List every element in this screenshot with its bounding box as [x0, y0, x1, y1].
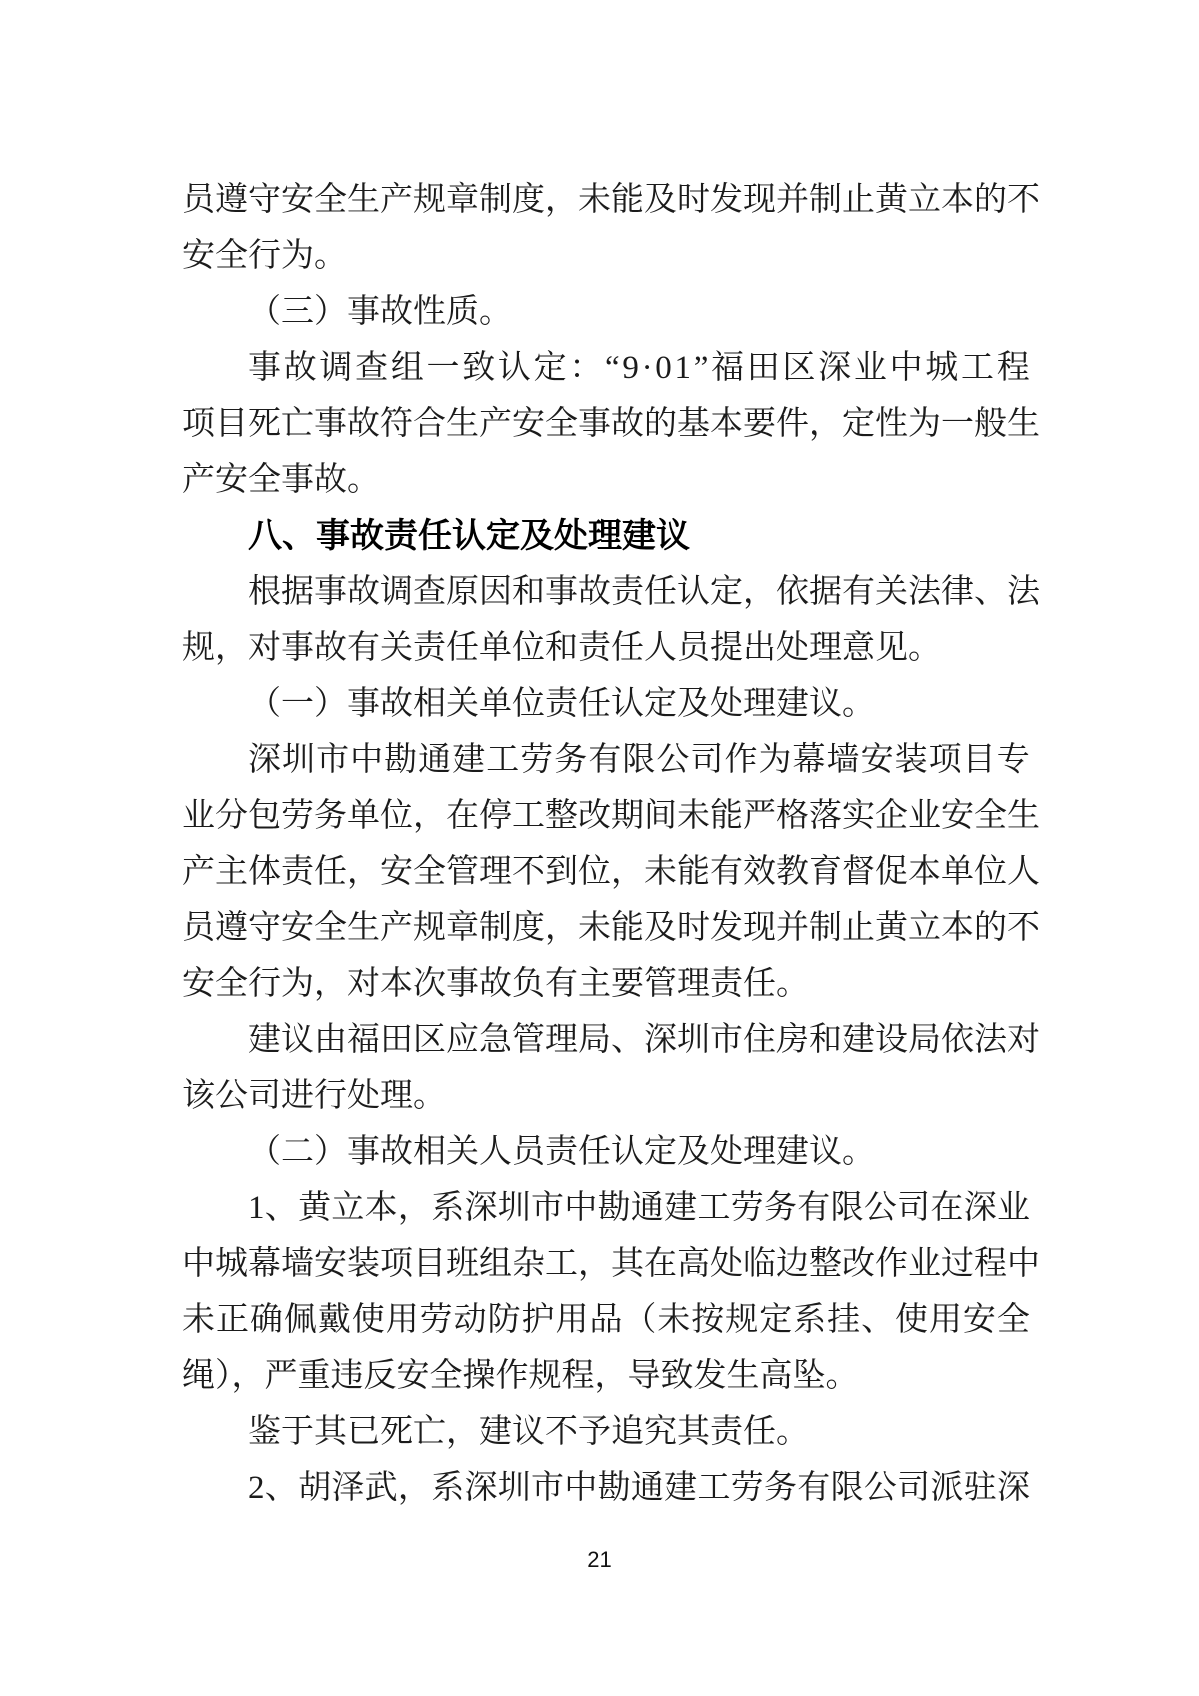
text-line: 1 、 黄 立 本 ， 系 深 圳 市 中 勘 通 建 工 劳 务 有 限 公 司 在 深 业 — [248, 1190, 1030, 1226]
text-line: 鉴于其已死亡，建议不予追究其责任。 — [248, 1414, 809, 1450]
text-line: 深 圳 市 中 勘 通 建 工 劳 务 有 限 公 司 作 为 幕 墙 安 装 项 目 专 — [248, 742, 1030, 778]
text-line: 安全行为，对本次事故负有主要管理责任。 — [182, 966, 809, 1002]
text-line: 业 分 包 劳 务 单 位 ， 在 停 工 整 改 期 间 未 能 严 格 落 实 企 业 安 全 生 — [182, 798, 1040, 834]
text-line: 产 主 体 责 任 ， 安 全 管 理 不 到 位 ， 未 能 有 效 教 育 督 促 本 单 位 人 — [182, 854, 1040, 890]
text-line: 2 、 胡 泽 武 ， 系 深 圳 市 中 勘 通 建 工 劳 务 有 限 公 司 派 驻 深 — [248, 1470, 1030, 1506]
text-line: 建 议 由 福 田 区 应 急 管 理 局 、 深 圳 市 住 房 和 建 设 局 依 法 对 — [248, 1022, 1040, 1058]
text-line: （一）事故相关单位责任认定及处理建议。 — [248, 686, 875, 722]
text-line: 项 目 死 亡 事 故 符 合 生 产 安 全 事 故 的 基 本 要 件 ， 定 性 为 一 般 生 — [182, 406, 1040, 442]
section-heading: 八、事故责任认定及处理建议 — [248, 517, 690, 555]
text-line: （三）事故性质。 — [248, 294, 512, 330]
text-line: 安全行为。 — [182, 238, 347, 274]
text-line: 产安全事故。 — [182, 462, 380, 498]
text-line: 该公司进行处理。 — [182, 1078, 446, 1114]
text-line: 根 据 事 故 调 查 原 因 和 事 故 责 任 认 定 ， 依 据 有 关 法 律 、 法 — [248, 574, 1040, 610]
text-line: 员 遵 守 安 全 生 产 规 章 制 度 ， 未 能 及 时 发 现 并 制 止 黄 立 本 的 不 — [182, 910, 1040, 946]
text-line: 事 故 调 查 组 一 致 认 定 ： “ 9 · 0 1 ” 福 田 区 深 业 中 城 工 程 — [248, 350, 1030, 386]
page-number: 21 — [587, 1547, 612, 1572]
document-body — [182, 172, 1040, 1516]
text-line: 绳），严重违反安全操作规程，导致发生高坠。 — [182, 1358, 859, 1394]
text-line: 员 遵 守 安 全 生 产 规 章 制 度 ， 未 能 及 时 发 现 并 制 止 黄 立 本 的 不 — [182, 182, 1040, 218]
text-line: （二）事故相关人员责任认定及处理建议。 — [248, 1134, 875, 1170]
text-line: 未 正 确 佩 戴 使 用 劳 动 防 护 用 品 （ 未 按 规 定 系 挂 、 使 用 安 全 — [182, 1302, 1030, 1338]
text-line: 规，对事故有关责任单位和责任人员提出处理意见。 — [182, 630, 941, 666]
text-line: 中 城 幕 墙 安 装 项 目 班 组 杂 工 ， 其 在 高 处 临 边 整 改 作 业 过 程 中 — [182, 1246, 1040, 1282]
